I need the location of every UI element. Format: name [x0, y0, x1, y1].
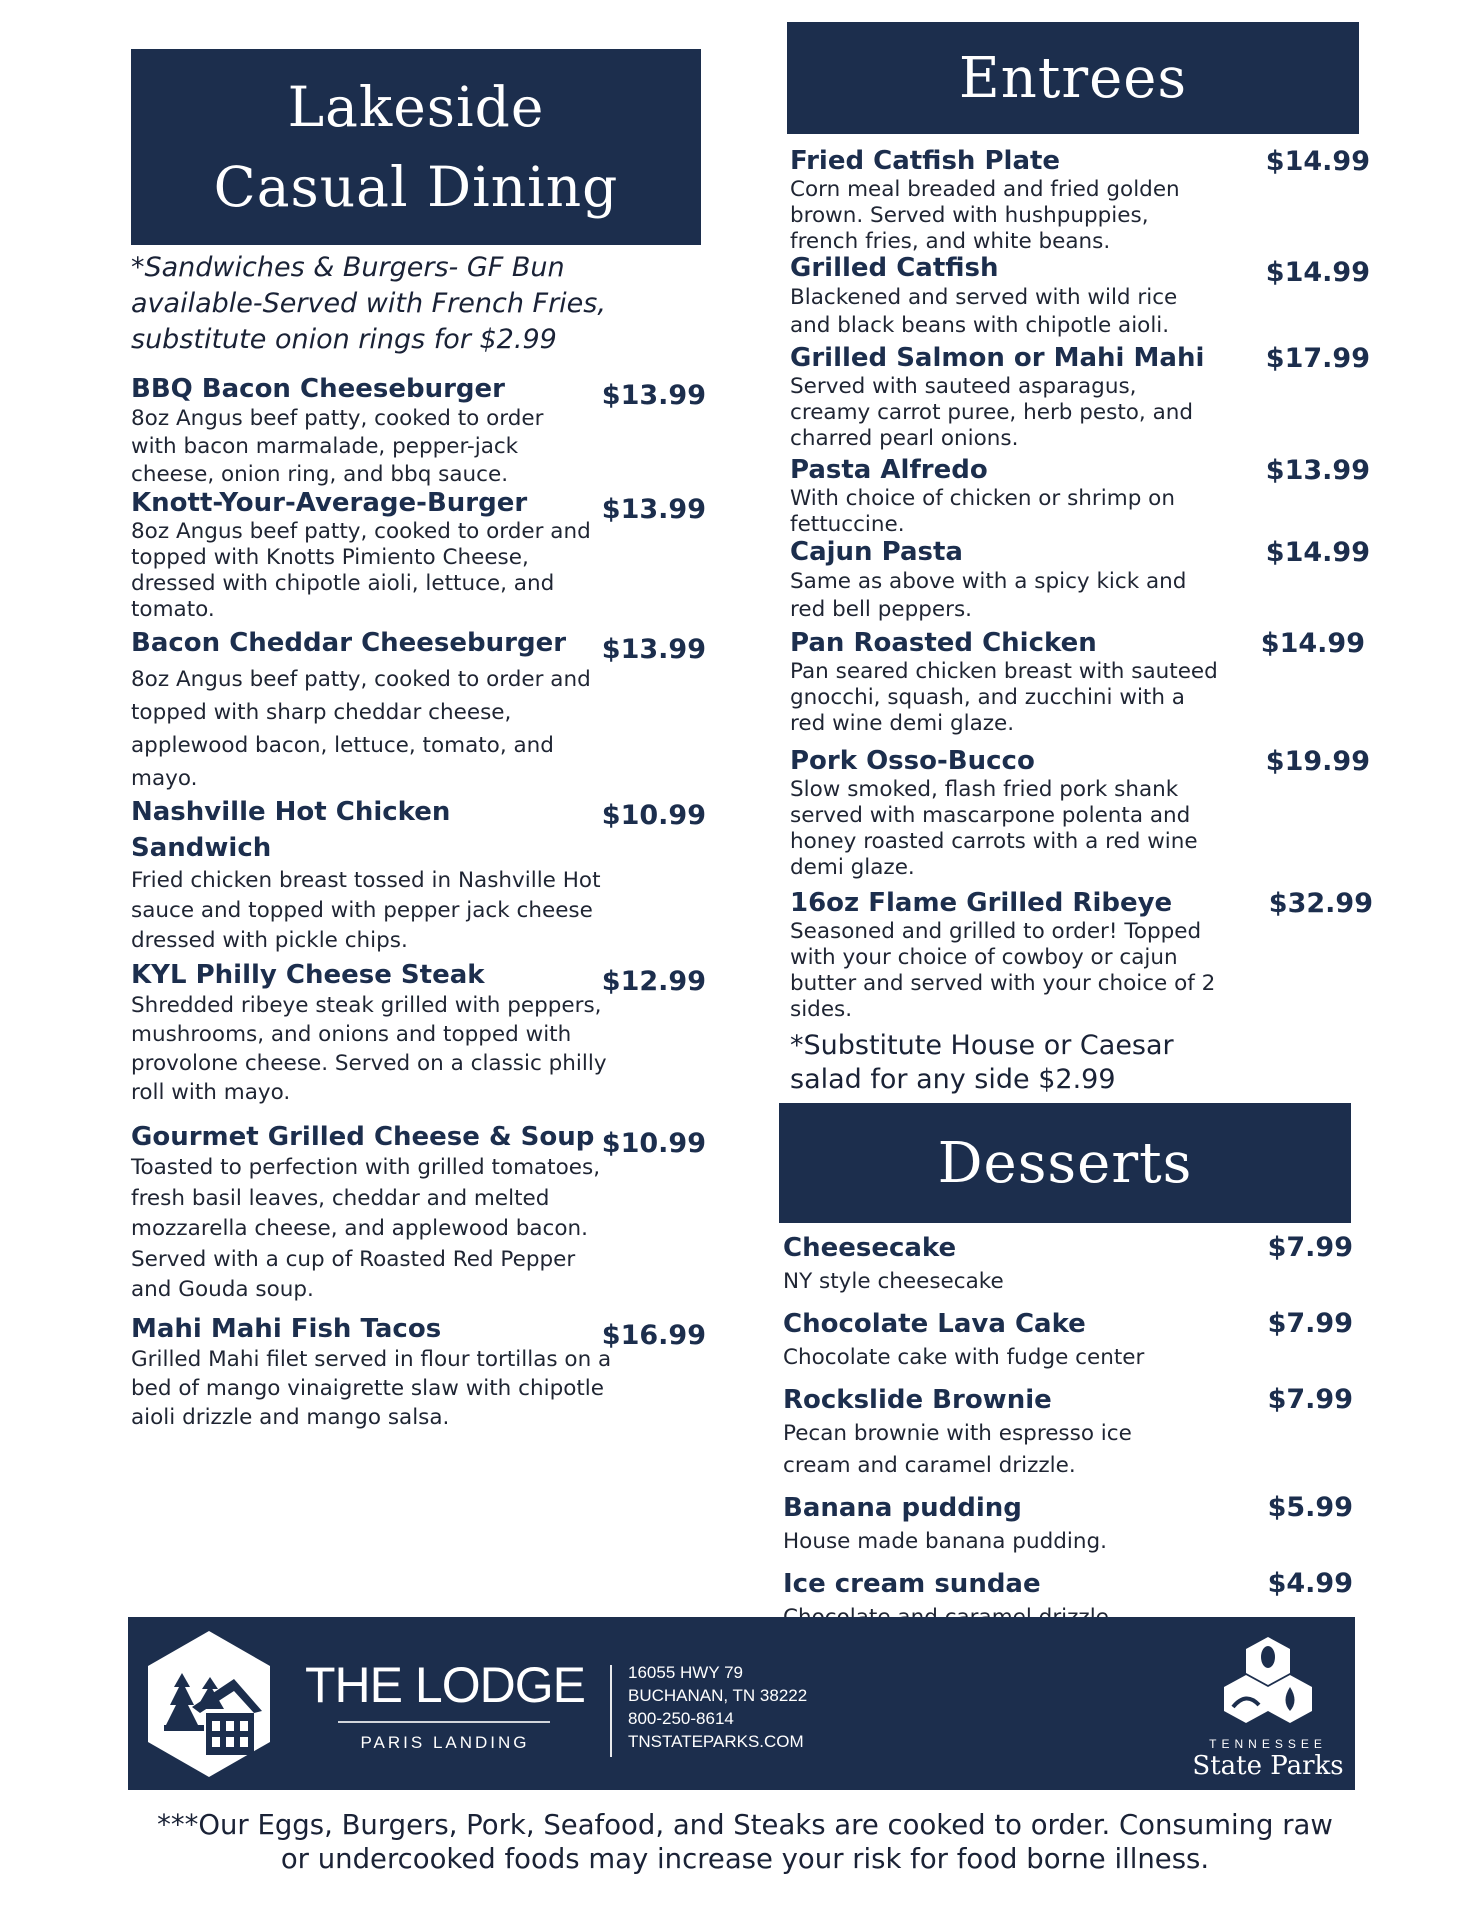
item-description: 8oz Angus beef patty, cooked to order with bacon marmalade, pepper-jack cheese, onion ring, and bbq sauce. — [131, 406, 544, 487]
item-price: $32.99 — [1268, 888, 1373, 919]
item-description: Served with sauteed asparagus, creamy carrot puree, herb pesto, and charred pearl onions. — [790, 374, 1194, 451]
item-price: $16.99 — [601, 1320, 706, 1351]
item-name: Banana pudding — [783, 1493, 1022, 1523]
item-description: 8oz Angus beef patty, cooked to order and topped with Knotts Pimiento Cheese, dressed with chipotle aioli, lettuce, and tomato. — [131, 519, 591, 622]
item-price: $14.99 — [1265, 257, 1370, 288]
lakeside-title-line2: Casual Dining — [213, 155, 619, 219]
food-safety-disclaimer: ***Our Eggs, Burgers, Pork, Seafood, and Steaks are cooked to order. Consuming raw or undercooked foods may increase your risk for food borne illness. — [157, 1809, 1333, 1875]
lodge-hexagon-icon — [144, 1629, 274, 1779]
item-description: Slow smoked, flash fried pork shank served with mascarpone polenta and honey roasted carrots with a red wine demi glaze. — [790, 777, 1198, 880]
menu-item — [783, 1382, 1353, 1482]
item-name: Chocolate Lava Cake — [783, 1309, 1086, 1339]
item-price: $4.99 — [1267, 1568, 1353, 1599]
contact-block — [628, 1661, 807, 1753]
item-price: $10.99 — [601, 800, 706, 831]
menu-item — [790, 253, 1370, 343]
state-parks-hexagon-icon — [1213, 1635, 1323, 1735]
desserts-title: Desserts — [937, 1130, 1193, 1196]
menu-item — [783, 1490, 1353, 1558]
item-price: $14.99 — [1265, 146, 1370, 177]
item-name: Pork Osso-Bucco — [790, 746, 1035, 776]
item-price: $12.99 — [601, 966, 706, 997]
desserts-title-box — [779, 1103, 1351, 1223]
item-description: Grilled Mahi filet served in flour tortillas on a bed of mango vinaigrette slaw with chipotle aioli drizzle and mango salsa. — [131, 1347, 612, 1430]
item-name: Cheesecake — [783, 1233, 957, 1263]
entrees-title: Entrees — [958, 45, 1188, 111]
menu-item — [131, 374, 706, 488]
address-line2: BUCHANAN, TN 38222 — [628, 1686, 808, 1705]
substitute-note: *Substitute House or Caesar salad for any side $2.99 — [790, 1030, 1174, 1095]
item-name: Ice cream sundae — [783, 1569, 1041, 1599]
item-price: $19.99 — [1265, 746, 1370, 777]
item-name: Bacon Cheddar Cheeseburger — [131, 628, 567, 658]
item-name: Fried Catfish Plate — [790, 146, 1061, 176]
state-parks-tennessee: TENNESSEE — [1209, 1737, 1327, 1751]
item-description: 8oz Angus beef patty, cooked to order and topped with sharp cheddar cheese, applewood bacon, lettuce, tomato, and mayo. — [131, 667, 591, 791]
item-name: KYL Philly Cheese Steak — [131, 960, 485, 990]
item-name: Cajun Pasta — [790, 537, 963, 567]
item-description: Pecan brownie with espresso ice cream and caramel drizzle. — [783, 1421, 1132, 1478]
item-description: Fried chicken breast tossed in Nashville Hot sauce and topped with pepper jack cheese dressed with pickle chips. — [131, 868, 601, 953]
item-description: Seasoned and grilled to order! Topped with your choice of cowboy or cajun butter and served with your choice of 2 sides. — [790, 919, 1216, 1022]
item-name: Grilled Salmon or Mahi Mahi — [790, 343, 1205, 373]
lodge-name: THE LODGE — [305, 1657, 585, 1713]
entrees-title-box — [787, 22, 1359, 134]
item-name: Pasta Alfredo — [790, 455, 988, 485]
lodge-subtitle: PARIS LANDING — [360, 1733, 530, 1752]
item-price: $13.99 — [601, 634, 706, 665]
item-description: Shredded ribeye steak grilled with peppers, mushrooms, and onions and topped with provolone cheese. Served on a classic philly roll with mayo. — [131, 993, 607, 1105]
website-link[interactable]: TNSTATEPARKS.COM — [628, 1732, 804, 1751]
item-price: $13.99 — [601, 494, 706, 525]
menu-item — [790, 343, 1370, 455]
menu-item — [790, 455, 1370, 537]
menu-item — [131, 1122, 706, 1314]
item-name: Mahi Mahi Fish Tacos — [131, 1314, 442, 1344]
item-name: Grilled Catfish — [790, 253, 999, 283]
desserts-menu — [783, 1230, 1353, 1642]
item-price: $7.99 — [1267, 1308, 1353, 1339]
item-name: BBQ Bacon Cheeseburger — [131, 374, 505, 404]
item-price: $5.99 — [1267, 1492, 1353, 1523]
item-name: Rockslide Brownie — [783, 1385, 1052, 1415]
item-description: House made banana pudding. — [783, 1529, 1107, 1554]
item-price: $17.99 — [1265, 343, 1370, 374]
lakeside-menu — [131, 250, 706, 1432]
lodge-divider — [338, 1721, 550, 1723]
phone-number: 800-250-8614 — [628, 1709, 734, 1728]
lakeside-title-box — [131, 49, 701, 245]
item-description: With choice of chicken or shrimp on fettuccine. — [790, 486, 1175, 537]
state-parks-name: State Parks — [1192, 1751, 1344, 1781]
menu-item — [131, 960, 706, 1122]
item-price: $14.99 — [1265, 537, 1370, 568]
menu-item — [131, 628, 706, 794]
item-description: Same as above with a spicy kick and red bell peppers. — [790, 569, 1187, 622]
item-description: Pan seared chicken breast with sauteed gnocchi, squash, and zucchini with a red wine demi glaze. — [790, 659, 1218, 736]
menu-item — [131, 794, 706, 960]
item-description: Chocolate cake with fudge center — [783, 1345, 1145, 1370]
item-price: $13.99 — [601, 380, 706, 411]
item-description: Corn meal breaded and fried golden brown. Served with hushpuppies, french fries, and white beans. — [790, 177, 1180, 254]
menu-item — [790, 888, 1373, 1023]
menu-item — [790, 537, 1370, 628]
item-price: $7.99 — [1267, 1232, 1353, 1263]
lakeside-title-line1: Lakeside — [287, 75, 545, 139]
entrees-menu — [790, 146, 1373, 1097]
menu-item — [790, 746, 1370, 888]
footer-divider — [610, 1665, 612, 1757]
menu-item — [783, 1230, 1353, 1298]
menu-item — [131, 488, 706, 628]
footer-banner — [128, 1617, 1355, 1790]
menu-item — [790, 628, 1365, 746]
item-name: Gourmet Grilled Cheese & Soup — [131, 1122, 595, 1152]
menu-item — [783, 1306, 1353, 1374]
item-price: $14.99 — [1260, 628, 1365, 659]
menu-item — [790, 146, 1370, 254]
item-price: $10.99 — [601, 1128, 706, 1159]
lakeside-note: *Sandwiches & Burgers- GF Bun available-Served with French Fries, substitute onion rings for $2.99 — [131, 252, 606, 355]
item-name: Knott-Your-Average-Burger — [131, 488, 528, 518]
item-name: Nashville Hot Chicken Sandwich — [131, 797, 451, 863]
menu-item — [131, 1314, 706, 1432]
item-description: NY style cheesecake — [783, 1269, 1004, 1294]
address-line1: 16055 HWY 79 — [628, 1663, 743, 1682]
item-name: 16oz Flame Grilled Ribeye — [790, 888, 1173, 918]
item-price: $13.99 — [1265, 455, 1370, 486]
item-description: Blackened and served with wild rice and black beans with chipotle aioli. — [790, 285, 1178, 338]
item-name: Pan Roasted Chicken — [790, 628, 1097, 658]
item-description: Toasted to perfection with grilled tomatoes, fresh basil leaves, cheddar and melted mozzarella cheese, and applewood bacon. Served with a cup of Roasted Red Pepper and Gouda soup. — [131, 1155, 601, 1302]
item-price: $7.99 — [1267, 1384, 1353, 1415]
